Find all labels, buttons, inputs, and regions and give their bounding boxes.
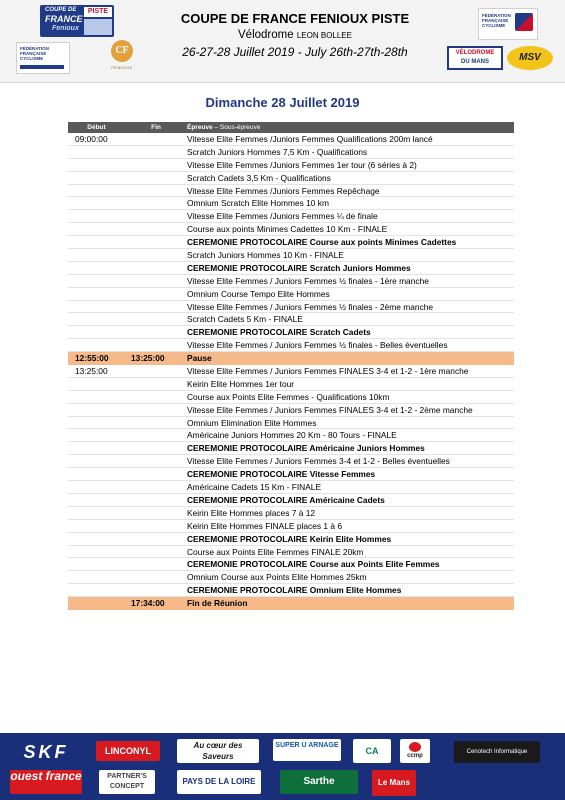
row-end-time xyxy=(125,288,187,300)
table-body xyxy=(68,133,514,610)
row-start-time xyxy=(68,417,125,429)
event-title: COUPE DE FRANCE FENIOUX PISTE xyxy=(180,11,410,26)
row-event: Scratch Juniors Hommes 7,5 Km - Qualifications xyxy=(187,146,368,157)
row-end-time xyxy=(125,546,187,558)
table-row xyxy=(68,391,514,404)
event-dates: 26-27-28 Juillet 2019 - July 26th-27th-28th xyxy=(182,45,408,59)
cyclist-image xyxy=(84,19,112,35)
table-row xyxy=(68,146,514,159)
row-start-time xyxy=(68,378,125,390)
row-event: CEREMONIE PROTOCOLAIRE Américaine Cadets xyxy=(187,494,385,505)
row-end-time xyxy=(125,210,187,222)
row-end-time xyxy=(125,313,187,325)
row-start-time xyxy=(68,558,125,570)
row-start-time xyxy=(68,185,125,197)
row-event: CEREMONIE PROTOCOLAIRE Omnium Elite Hommes xyxy=(187,585,402,596)
table-row xyxy=(68,133,514,146)
row-event: Scratch Cadets 5 Km - FINALE xyxy=(187,314,303,325)
row-start-time xyxy=(68,597,125,609)
row-end-time xyxy=(125,365,187,377)
page-header xyxy=(0,0,565,83)
table-row xyxy=(68,197,514,210)
coupe-de-france-logo: COUPE DE FRANCE Fenioux PISTE xyxy=(40,5,114,37)
row-end-time xyxy=(125,481,187,493)
row-end-time xyxy=(125,159,187,171)
row-event: Vitesse Elite Femmes / Juniors Femmes FINALES 3-4 et 1-2 - 1ère manche xyxy=(187,366,469,377)
row-start-time xyxy=(68,223,125,235)
row-start-time xyxy=(68,442,125,454)
table-row xyxy=(68,210,514,223)
row-end-time: 17:34:00 xyxy=(131,598,165,609)
table-row xyxy=(68,223,514,236)
row-start-time xyxy=(68,159,125,171)
row-end-time xyxy=(125,417,187,429)
sarthe-logo: Sarthe xyxy=(280,770,358,794)
au-coeur-des-saveurs-logo: Au cœur des Saveurs xyxy=(177,739,259,763)
row-end-time xyxy=(125,571,187,583)
table-row xyxy=(68,236,514,249)
table-row xyxy=(68,507,514,520)
table-row xyxy=(68,301,514,314)
row-end-time xyxy=(125,223,187,235)
row-start-time xyxy=(68,275,125,287)
row-event: Omnium Course Tempo Elite Hommes xyxy=(187,288,330,299)
le-mans-logo: Le Mans xyxy=(372,770,416,796)
row-start-time xyxy=(68,584,125,596)
ffc-logo-right: FÉDÉRATION FRANÇAISE CYCLISME xyxy=(478,8,538,40)
row-event: Course aux Points Elite Femmes - Qualifications 10km xyxy=(187,391,390,402)
row-end-time xyxy=(125,442,187,454)
table-row xyxy=(68,288,514,301)
row-event: Vitesse Elite Femmes /Juniors Femmes Qualifications 200m lancé xyxy=(187,134,433,144)
row-start-time xyxy=(68,146,125,158)
row-start-time: 09:00:00 xyxy=(75,134,108,144)
row-event: Course aux points Minimes Cadettes 10 Km - FINALE xyxy=(187,224,388,235)
row-end-time xyxy=(125,429,187,441)
venue: Vélodrome LEON BOLLEE xyxy=(238,29,352,41)
row-event: Vitesse Elite Femmes /Juniors Femmes Repêchage xyxy=(187,185,380,196)
row-start-time xyxy=(68,249,125,261)
row-end-time xyxy=(125,520,187,532)
row-event: Omnium Elimination Elite Hommes xyxy=(187,417,317,428)
row-start-time xyxy=(68,197,125,209)
linconyl-logo: LINCONYL xyxy=(96,741,160,761)
table-row xyxy=(68,481,514,494)
credit-agricole-logo: CA xyxy=(353,739,391,763)
row-start-time xyxy=(68,507,125,519)
table-row xyxy=(68,249,514,262)
table-row xyxy=(68,494,514,507)
msv-logo: MSV xyxy=(507,46,553,70)
row-start-time xyxy=(68,520,125,532)
row-event: Keirin Elite Hommes FINALE places 1 à 6 xyxy=(187,520,342,531)
row-end-time xyxy=(125,558,187,570)
row-end-time xyxy=(125,133,187,145)
row-event: CEREMONIE PROTOCOLAIRE Américaine Juniors Hommes xyxy=(187,443,425,454)
row-start-time xyxy=(68,313,125,325)
row-end-time xyxy=(125,584,187,596)
row-start-time xyxy=(68,288,125,300)
row-end-time xyxy=(125,455,187,467)
row-end-time xyxy=(125,301,187,313)
header-end: Fin xyxy=(151,124,161,131)
row-event: Vitesse Elite Femmes / Juniors Femmes ½ finales - 2ème manche xyxy=(187,301,434,312)
row-start-time xyxy=(68,494,125,506)
row-start-time xyxy=(68,455,125,467)
row-end-time xyxy=(125,197,187,209)
row-event: Scratch Juniors Hommes 10 Km - FINALE xyxy=(187,250,344,261)
row-event: CEREMONIE PROTOCOLAIRE Scratch Cadets xyxy=(187,327,371,338)
row-start-time xyxy=(68,533,125,545)
row-start-time: 12:55:00 xyxy=(75,353,109,364)
row-end-time xyxy=(125,391,187,403)
row-start-time: 13:25:00 xyxy=(75,366,108,377)
table-header xyxy=(68,122,514,133)
row-event: Vitesse Elite Femmes / Juniors Femmes 3-4 et 1-2 - Belles éventuelles xyxy=(187,456,450,467)
row-end-time xyxy=(125,494,187,506)
table-row xyxy=(68,339,514,352)
row-event: CEREMONIE PROTOCOLAIRE Scratch Juniors Hommes xyxy=(187,262,411,273)
row-end-time xyxy=(125,275,187,287)
table-row xyxy=(68,326,514,339)
table-row xyxy=(68,378,514,391)
row-end-time xyxy=(125,378,187,390)
row-event: CEREMONIE PROTOCOLAIRE Keirin Elite Hommes xyxy=(187,533,392,544)
table-row xyxy=(68,584,514,597)
table-row xyxy=(68,159,514,172)
table-row xyxy=(68,533,514,546)
row-start-time xyxy=(68,404,125,416)
table-row xyxy=(68,417,514,430)
table-row xyxy=(68,262,514,275)
table-row xyxy=(68,313,514,326)
row-event: CEREMONIE PROTOCOLAIRE Vitesse Femmes xyxy=(187,469,376,480)
table-row xyxy=(68,275,514,288)
cenotech-logo: Cenotech Informatique xyxy=(454,741,540,763)
row-start-time xyxy=(68,429,125,441)
partners-concept-logo: PARTNER'S CONCEPT xyxy=(99,770,155,794)
ccmp-logo: ccmp xyxy=(400,739,430,763)
row-start-time xyxy=(68,262,125,274)
table-row xyxy=(68,172,514,185)
row-event: Fin de Réunion xyxy=(187,598,248,609)
row-event: Vitesse Elite Femmes / Juniors Femmes FINALES 3-4 et 1-2 - 2ème manche xyxy=(187,404,473,415)
row-end-time xyxy=(125,185,187,197)
row-event: Vitesse Elite Femmes /Juniors Femmes 1er tour (6 séries à 2) xyxy=(187,159,417,170)
row-end-time xyxy=(125,404,187,416)
pays-de-la-loire-logo: PAYS DE LA LOIRE xyxy=(177,770,261,794)
row-event: Pause xyxy=(187,353,212,364)
row-start-time xyxy=(68,339,125,351)
row-event: Vitesse Elite Femmes /Juniors Femmes ¼ de finale xyxy=(187,211,378,222)
table-row xyxy=(68,429,514,442)
row-start-time xyxy=(68,481,125,493)
row-event: Vitesse Elite Femmes / Juniors Femmes ½ finales - Belles éventuelles xyxy=(187,340,448,351)
row-event: Américaine Juniors Hommes 20 Km - 80 Tours - FINALE xyxy=(187,430,397,441)
row-event: Omnium Scratch Elite Hommes 10 km xyxy=(187,198,329,209)
row-end-time xyxy=(125,533,187,545)
row-end-time: 13:25:00 xyxy=(131,353,165,364)
row-end-time xyxy=(125,236,187,248)
row-end-time xyxy=(125,249,187,261)
highlight-row xyxy=(68,597,514,610)
row-event: Vitesse Elite Femmes / Juniors Femmes ½ finales - 1ère manche xyxy=(187,275,429,286)
fenioux-logo: CF FENIOUX xyxy=(101,40,143,74)
highlight-row xyxy=(68,352,514,365)
super-u-logo: SUPER U ARNAGE xyxy=(273,739,341,761)
row-start-time xyxy=(68,571,125,583)
table-row xyxy=(68,571,514,584)
row-event: Américaine Cadets 15 Km - FINALE xyxy=(187,482,322,493)
row-start-time xyxy=(68,391,125,403)
table-row xyxy=(68,546,514,559)
table-row xyxy=(68,455,514,468)
table-row xyxy=(68,185,514,198)
row-event: CEREMONIE PROTOCOLAIRE Course aux points Minimes Cadettes xyxy=(187,237,457,248)
header-start: Début xyxy=(87,124,106,131)
ouest-france-logo: ouest france xyxy=(10,770,82,794)
row-end-time xyxy=(125,172,187,184)
row-start-time xyxy=(68,210,125,222)
table-row xyxy=(68,442,514,455)
table-row xyxy=(68,558,514,571)
row-end-time xyxy=(125,507,187,519)
row-event: Omnium Course aux Points Elite Hommes 25km xyxy=(187,572,367,583)
row-end-time xyxy=(125,326,187,338)
row-event: CEREMONIE PROTOCOLAIRE Course aux Points Elite Femmes xyxy=(187,559,440,570)
velodrome-du-mans-logo: VÉLODROME DU MANS xyxy=(447,46,503,70)
row-end-time xyxy=(125,468,187,480)
table-row xyxy=(68,404,514,417)
row-end-time xyxy=(125,262,187,274)
skf-logo: SKF xyxy=(10,741,82,763)
schedule-table xyxy=(68,122,514,610)
row-event: Keirin Elite Hommes 1er tour xyxy=(187,378,295,389)
table-row xyxy=(68,365,514,378)
day-title: Dimanche 28 Juillet 2019 xyxy=(205,95,360,110)
sponsor-banner xyxy=(0,733,565,800)
table-row xyxy=(68,520,514,533)
row-start-time xyxy=(68,301,125,313)
row-start-time xyxy=(68,236,125,248)
row-start-time xyxy=(68,326,125,338)
row-event: Keirin Elite Hommes places 7 à 12 xyxy=(187,507,316,518)
table-row xyxy=(68,468,514,481)
row-event: Course aux Points Elite Femmes FINALE 20km xyxy=(187,546,364,557)
row-start-time xyxy=(68,546,125,558)
row-end-time xyxy=(125,146,187,158)
row-start-time xyxy=(68,468,125,480)
row-end-time xyxy=(125,339,187,351)
row-start-time xyxy=(68,172,125,184)
ffc-logo: FÉDÉRATION FRANÇAISE CYCLISME xyxy=(16,42,70,74)
row-event: Scratch Cadets 3,5 Km - Qualifications xyxy=(187,172,331,183)
header-event: Épreuve – Sous-épreuve xyxy=(187,124,261,131)
